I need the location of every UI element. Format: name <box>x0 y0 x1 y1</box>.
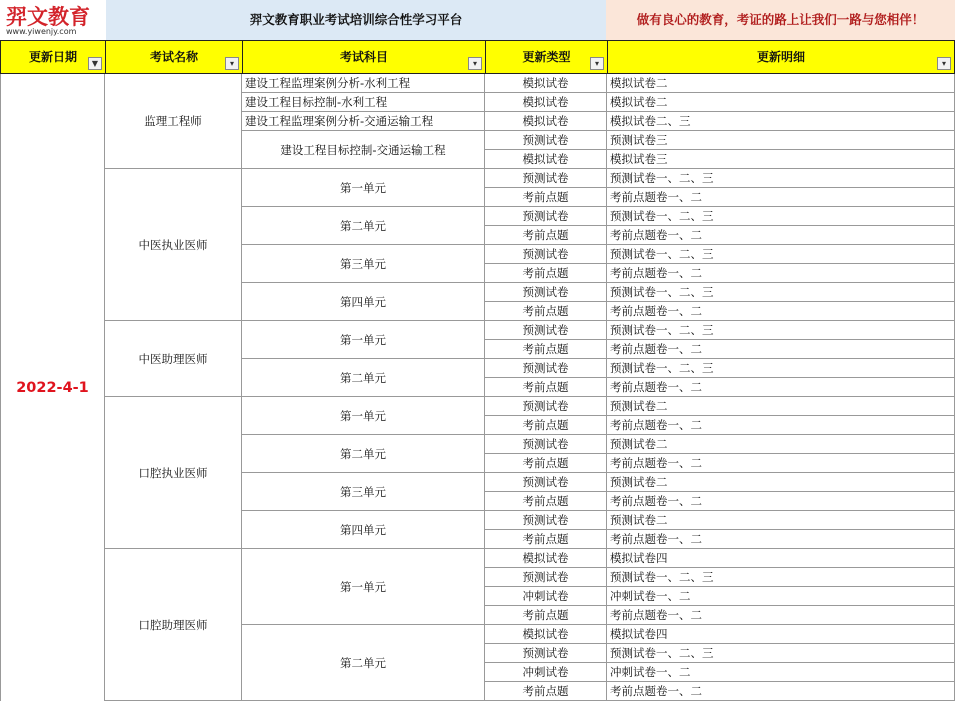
logo-url: www.yiwenjy.com <box>6 27 77 36</box>
update-type-cell[interactable]: 预测试卷 <box>485 568 607 587</box>
subject-cell[interactable]: 第三单元 <box>242 245 485 283</box>
subject-cell[interactable]: 第一单元 <box>242 169 485 207</box>
update-type-cell[interactable]: 模拟试卷 <box>485 93 607 112</box>
update-detail-cell[interactable]: 预测试卷二 <box>607 397 955 416</box>
update-type-cell[interactable]: 预测试卷 <box>485 511 607 530</box>
header-subject[interactable] <box>242 40 486 74</box>
subject-cell[interactable]: 第一单元 <box>242 321 485 359</box>
update-type-cell[interactable]: 考前点题 <box>485 188 607 207</box>
exam-name-cell[interactable]: 口腔助理医师 <box>105 549 242 701</box>
subject-cell[interactable]: 第四单元 <box>242 511 485 549</box>
subject-cell[interactable]: 第三单元 <box>242 473 485 511</box>
brand-logo[interactable] <box>0 0 106 40</box>
update-detail-cell[interactable]: 预测试卷二 <box>607 511 955 530</box>
update-type-cell[interactable]: 预测试卷 <box>485 321 607 340</box>
header-row <box>0 40 955 74</box>
filter-active-icon[interactable]: ▼ <box>88 57 102 70</box>
update-detail-cell[interactable]: 考前点题卷一、二 <box>607 416 955 435</box>
exam-name-cell[interactable]: 口腔执业医师 <box>105 397 242 549</box>
header-exam-label: 考试名称 <box>149 50 198 64</box>
header-type-label: 更新类型 <box>522 50 571 64</box>
update-detail-cell[interactable]: 考前点题卷一、二 <box>607 492 955 511</box>
update-type-cell[interactable]: 考前点题 <box>485 378 607 397</box>
update-type-cell[interactable]: 考前点题 <box>485 530 607 549</box>
update-type-cell[interactable]: 考前点题 <box>485 682 607 701</box>
update-detail-cell[interactable]: 考前点题卷一、二 <box>607 340 955 359</box>
update-type-cell[interactable]: 考前点题 <box>485 416 607 435</box>
subject-cell[interactable]: 第一单元 <box>242 549 485 625</box>
slogan: 做有良心的教育，考证的路上让我们一路与您相伴！ <box>606 0 955 40</box>
update-detail-cell[interactable]: 预测试卷一、二、三 <box>607 321 955 340</box>
update-detail-cell[interactable]: 考前点题卷一、二 <box>607 530 955 549</box>
update-type-cell[interactable]: 考前点题 <box>485 340 607 359</box>
update-detail-cell[interactable]: 考前点题卷一、二 <box>607 682 955 701</box>
update-type-cell[interactable]: 冲刺试卷 <box>485 587 607 606</box>
update-detail-cell[interactable]: 预测试卷一、二、三 <box>607 359 955 378</box>
update-detail-cell[interactable]: 考前点题卷一、二 <box>607 226 955 245</box>
update-detail-cell[interactable]: 模拟试卷二、三 <box>607 112 955 131</box>
header-detail[interactable] <box>607 40 955 74</box>
update-type-cell[interactable]: 模拟试卷 <box>485 112 607 131</box>
exam-name-cell[interactable]: 监理工程师 <box>105 74 242 169</box>
update-type-cell[interactable]: 预测试卷 <box>485 397 607 416</box>
subject-cell[interactable]: 第二单元 <box>242 359 485 397</box>
update-date-cell[interactable]: 2022-4-1 <box>0 74 105 701</box>
update-detail-cell[interactable]: 预测试卷二 <box>607 435 955 454</box>
update-type-cell[interactable]: 考前点题 <box>485 454 607 473</box>
update-type-cell[interactable]: 考前点题 <box>485 302 607 321</box>
update-type-cell[interactable]: 模拟试卷 <box>485 625 607 644</box>
update-type-cell[interactable]: 预测试卷 <box>485 283 607 302</box>
exam-name-cell[interactable]: 中医助理医师 <box>105 321 242 397</box>
platform-title: 羿文教育职业考试培训综合性学习平台 <box>106 0 606 40</box>
update-type-cell[interactable]: 冲刺试卷 <box>485 663 607 682</box>
update-detail-cell[interactable]: 考前点题卷一、二 <box>607 606 955 625</box>
subject-cell[interactable]: 建设工程监理案例分析-水利工程 <box>242 74 485 93</box>
logo-text: 羿文教育 <box>6 5 90 29</box>
update-detail-cell[interactable]: 模拟试卷四 <box>607 625 955 644</box>
subject-cell[interactable]: 第二单元 <box>242 625 485 701</box>
update-detail-cell[interactable]: 预测试卷一、二、三 <box>607 644 955 663</box>
exam-name-cell[interactable]: 中医执业医师 <box>105 169 242 321</box>
dropdown-arrow-icon[interactable]: ▾ <box>590 57 604 70</box>
update-detail-cell[interactable]: 考前点题卷一、二 <box>607 264 955 283</box>
update-detail-cell[interactable]: 预测试卷一、二、三 <box>607 207 955 226</box>
update-detail-cell[interactable]: 预测试卷一、二、三 <box>607 568 955 587</box>
subject-cell[interactable]: 第一单元 <box>242 397 485 435</box>
update-detail-cell[interactable]: 模拟试卷二 <box>607 93 955 112</box>
update-type-cell[interactable]: 模拟试卷 <box>485 74 607 93</box>
update-detail-cell[interactable]: 预测试卷三 <box>607 131 955 150</box>
update-type-cell[interactable]: 预测试卷 <box>485 359 607 378</box>
update-type-cell[interactable]: 预测试卷 <box>485 245 607 264</box>
update-type-cell[interactable]: 模拟试卷 <box>485 150 607 169</box>
dropdown-arrow-icon[interactable]: ▾ <box>468 57 482 70</box>
update-detail-cell[interactable]: 模拟试卷四 <box>607 549 955 568</box>
header-subject-label: 考试科目 <box>339 50 388 64</box>
dropdown-arrow-icon[interactable]: ▾ <box>225 57 239 70</box>
header-date[interactable] <box>0 40 106 74</box>
update-detail-cell[interactable]: 模拟试卷三 <box>607 150 955 169</box>
update-detail-cell[interactable]: 冲刺试卷一、二 <box>607 663 955 682</box>
update-detail-cell[interactable]: 考前点题卷一、二 <box>607 188 955 207</box>
update-type-cell[interactable]: 考前点题 <box>485 606 607 625</box>
update-type-cell[interactable]: 预测试卷 <box>485 207 607 226</box>
update-detail-cell[interactable]: 考前点题卷一、二 <box>607 378 955 397</box>
subject-cell[interactable]: 建设工程目标控制-交通运输工程 <box>242 131 485 169</box>
update-type-cell[interactable]: 考前点题 <box>485 264 607 283</box>
update-detail-cell[interactable]: 考前点题卷一、二 <box>607 454 955 473</box>
update-detail-cell[interactable]: 预测试卷一、二、三 <box>607 283 955 302</box>
update-detail-cell[interactable]: 模拟试卷二 <box>607 74 955 93</box>
dropdown-arrow-icon[interactable]: ▾ <box>937 57 951 70</box>
update-type-cell[interactable]: 预测试卷 <box>485 131 607 150</box>
update-type-cell[interactable]: 预测试卷 <box>485 435 607 454</box>
update-detail-cell[interactable]: 预测试卷一、二、三 <box>607 245 955 264</box>
update-detail-cell[interactable]: 预测试卷一、二、三 <box>607 169 955 188</box>
update-type-cell[interactable]: 考前点题 <box>485 226 607 245</box>
update-detail-cell[interactable]: 考前点题卷一、二 <box>607 302 955 321</box>
header-exam[interactable] <box>105 40 243 74</box>
header-date-label: 更新日期 <box>28 50 77 64</box>
update-type-cell[interactable]: 预测试卷 <box>485 169 607 188</box>
header-detail-label: 更新明细 <box>756 50 805 64</box>
update-detail-cell[interactable]: 冲刺试卷一、二 <box>607 587 955 606</box>
subject-cell[interactable]: 建设工程监理案例分析-交通运输工程 <box>242 112 485 131</box>
subject-cell[interactable]: 第二单元 <box>242 435 485 473</box>
header-type[interactable] <box>485 40 608 74</box>
update-type-cell[interactable]: 模拟试卷 <box>485 549 607 568</box>
update-type-cell[interactable]: 预测试卷 <box>485 644 607 663</box>
update-type-cell[interactable]: 考前点题 <box>485 492 607 511</box>
subject-cell[interactable]: 第二单元 <box>242 207 485 245</box>
update-detail-cell[interactable]: 预测试卷二 <box>607 473 955 492</box>
subject-cell[interactable]: 建设工程目标控制-水利工程 <box>242 93 485 112</box>
update-type-cell[interactable]: 预测试卷 <box>485 473 607 492</box>
banner <box>0 0 955 40</box>
subject-cell[interactable]: 第四单元 <box>242 283 485 321</box>
